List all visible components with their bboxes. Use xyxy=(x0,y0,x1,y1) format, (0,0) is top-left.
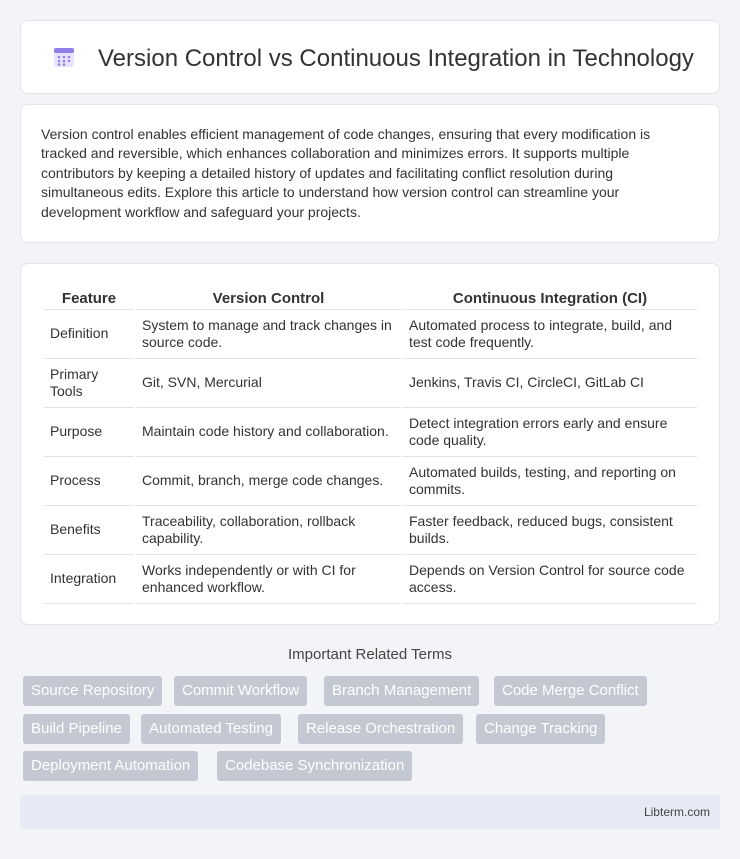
tag-change-tracking[interactable]: Change Tracking xyxy=(476,714,605,744)
row-version-control: Traceability, collaboration, rollback capability. xyxy=(136,506,401,555)
related-terms-title: Important Related Terms xyxy=(288,646,452,663)
row-feature: Process xyxy=(44,457,134,506)
row-version-control: Maintain code history and collaboration. xyxy=(136,408,401,457)
table-row xyxy=(44,310,697,359)
table-header-row xyxy=(44,284,697,310)
row-version-control: Commit, branch, merge code changes. xyxy=(136,457,401,506)
tag-automated-testing[interactable]: Automated Testing xyxy=(141,714,281,744)
table-row xyxy=(44,359,697,408)
row-feature: Definition xyxy=(44,310,134,359)
row-ci: Jenkins, Travis CI, CircleCI, GitLab CI xyxy=(403,359,697,408)
page-title: Version Control vs Continuous Integration in Technology xyxy=(98,45,694,72)
tag-branch-management[interactable]: Branch Management xyxy=(324,676,479,706)
table-row xyxy=(44,408,697,457)
table-row xyxy=(44,506,697,555)
tag-deployment-automation[interactable]: Deployment Automation xyxy=(23,751,198,781)
tag-source-repository[interactable]: Source Repository xyxy=(23,676,162,706)
tag-code-merge-conflict[interactable]: Code Merge Conflict xyxy=(494,676,647,706)
row-ci: Automated builds, testing, and reporting on commits. xyxy=(403,457,697,506)
tag-build-pipeline[interactable]: Build Pipeline xyxy=(23,714,130,744)
column-header-ci: Continuous Integration (CI) xyxy=(403,284,697,310)
comparison-table-card xyxy=(20,263,720,625)
comparison-table xyxy=(42,284,699,604)
row-version-control: System to manage and track changes in source code. xyxy=(136,310,401,359)
tag-codebase-synchronization[interactable]: Codebase Synchronization xyxy=(217,751,412,781)
calendar-icon xyxy=(52,45,76,69)
footer xyxy=(20,795,720,829)
table-row xyxy=(44,457,697,506)
row-ci: Depends on Version Control for source code access. xyxy=(403,555,697,604)
footer-site-link[interactable]: Libterm.com xyxy=(643,805,710,819)
row-version-control: Works independently or with CI for enhanced workflow. xyxy=(136,555,401,604)
row-feature: Benefits xyxy=(44,506,134,555)
intro-card xyxy=(20,104,720,243)
row-version-control: Git, SVN, Mercurial xyxy=(136,359,401,408)
tag-release-orchestration[interactable]: Release Orchestration xyxy=(298,714,463,744)
row-feature: Purpose xyxy=(44,408,134,457)
row-feature: Integration xyxy=(44,555,134,604)
column-header-feature: Feature xyxy=(44,284,134,310)
column-header-version-control: Version Control xyxy=(136,284,401,310)
row-ci: Detect integration errors early and ensure code quality. xyxy=(403,408,697,457)
table-row xyxy=(44,555,697,604)
row-ci: Automated process to integrate, build, and test code frequently. xyxy=(403,310,697,359)
row-ci: Faster feedback, reduced bugs, consistent builds. xyxy=(403,506,697,555)
intro-text: Version control enables efficient management of code changes, ensuring that every modification is tracked and reversible, which enhances collaboration and minimizes errors. It supports multiple contributors by keeping a detailed history of updates and facilitating conflict resolution during simultaneous edits. Explore this article to understand how version control can streamline your development workflow and safeguard your projects. xyxy=(41,126,651,220)
tag-commit-workflow[interactable]: Commit Workflow xyxy=(174,676,307,706)
row-feature: Primary Tools xyxy=(44,359,134,408)
header-card xyxy=(20,20,720,94)
